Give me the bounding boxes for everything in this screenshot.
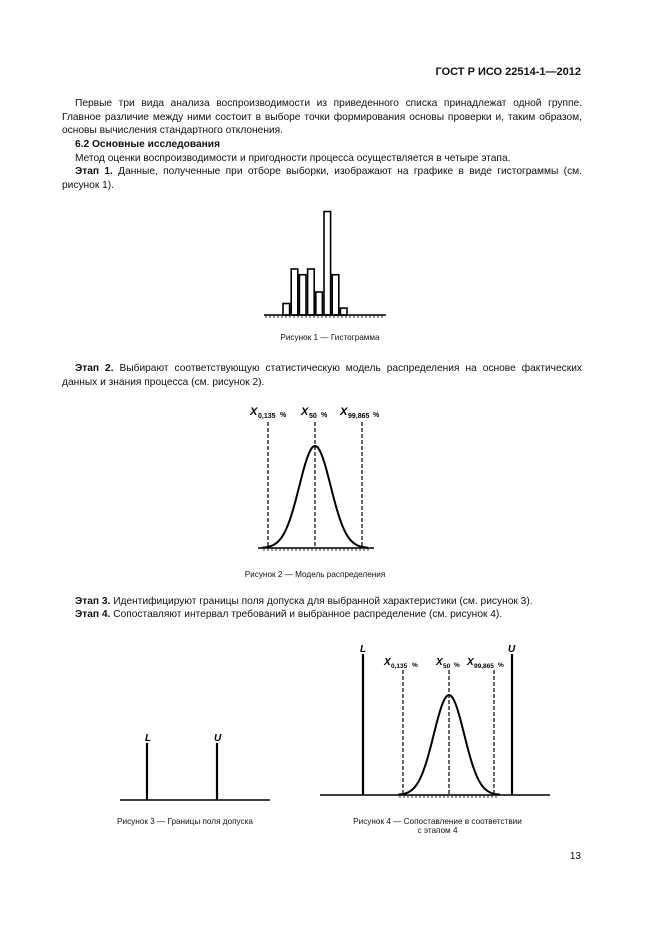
distribution-ticks (264, 548, 368, 551)
fig4-upper-limit-label: U (508, 644, 516, 655)
svg-text:X: X (436, 657, 443, 668)
histogram-bar (283, 304, 290, 316)
step1-text: Данные, полученные при отборе выборки, изображают на графике в виде гистограммы (см. рисунок 1). (62, 166, 582, 191)
svg-text:X: X (467, 657, 474, 668)
svg-text:50: 50 (309, 413, 317, 420)
histogram-bar (291, 269, 298, 315)
histogram-bar (340, 308, 347, 315)
paragraph-step3 (62, 595, 582, 609)
histogram-bar (324, 212, 331, 316)
histogram-bar (332, 275, 339, 315)
step1-label: Этап 1. (75, 166, 113, 177)
figure-1-caption: Рисунок 1 — Гистограмма (280, 333, 380, 342)
histogram-bar (308, 269, 315, 315)
svg-text:%: % (373, 412, 380, 419)
fig4-label-x-mid (435, 657, 460, 670)
step3-text: Идентифицируют границы поля допуска для выбранной характеристики (см. рисунок 3). (110, 596, 533, 607)
svg-text:0,135: 0,135 (391, 663, 408, 670)
paragraph-step1 (62, 165, 582, 192)
label-x-low (249, 406, 287, 420)
document-id: ГОСТ Р ИСО 22514-1—2012 (435, 66, 581, 78)
figure-4-caption (310, 817, 565, 835)
step2-label: Этап 2. (75, 363, 114, 374)
figure-1-histogram (250, 200, 410, 320)
section-heading: 6.2 Основные исследования (75, 139, 221, 150)
fig4-label-x-low (383, 657, 418, 670)
fig4-label-x-high (466, 657, 504, 670)
page-number: 13 (569, 851, 581, 862)
step2-text: Выбирают соответствующую статистическую модель распределения на основе фактических данных и знания процесса (см. рисунок 2). (62, 363, 582, 388)
figure-2-distribution (250, 400, 400, 555)
paragraph-step2 (62, 362, 582, 389)
figure-3-caption: Рисунок 3 — Границы поля допуска (117, 817, 253, 826)
paragraph-intro: Первые три вида анализа воспроизводимости из приведенного списка принадлежат одной группе. Главное различие между ними состоит в выборе точки формирования основы проверки и, таким образом, основы вычисления стандартного отклонения. (62, 98, 582, 136)
upper-limit-label: U (214, 733, 222, 744)
svg-text:X: X (250, 406, 258, 418)
figure-4-caption-line1: Рисунок 4 — Сопоставление в соответствии (353, 817, 522, 826)
step3-label: Этап 3. (75, 596, 111, 607)
fig4-lower-limit-label: L (360, 644, 367, 655)
svg-text:%: % (498, 662, 504, 669)
svg-text:%: % (412, 662, 418, 669)
svg-text:50: 50 (443, 663, 451, 670)
figure-2-caption: Рисунок 2 — Модель распределения (244, 570, 386, 579)
paragraph-step4 (62, 608, 582, 622)
histogram-bar (299, 275, 306, 315)
svg-text:%: % (280, 412, 287, 419)
label-x-high (339, 406, 380, 420)
step4-text: Сопоставляют интервал требований и выбранное распределение (см. рисунок 4). (110, 609, 503, 620)
lower-limit-label: L (145, 733, 152, 744)
svg-text:99,865: 99,865 (348, 413, 370, 420)
step4-label: Этап 4. (75, 609, 111, 620)
svg-text:%: % (454, 662, 460, 669)
svg-text:%: % (321, 412, 328, 419)
figure-3-tolerance-limits (120, 730, 280, 805)
svg-text:X: X (301, 406, 309, 418)
label-x-mid (300, 406, 328, 420)
histogram-bars (283, 212, 347, 316)
figure-4-caption-line2: с этапом 4 (417, 826, 458, 835)
paragraph-method: Метод оценки воспроизводимости и пригодности процесса осуществляется в четыре этапа. (75, 153, 511, 164)
svg-text:0,135: 0,135 (258, 413, 276, 420)
svg-text:99,865: 99,865 (474, 663, 494, 670)
svg-text:X: X (340, 406, 348, 418)
svg-text:X: X (384, 657, 391, 668)
histogram-bar (316, 292, 323, 315)
figure-4-comparison (320, 640, 555, 805)
